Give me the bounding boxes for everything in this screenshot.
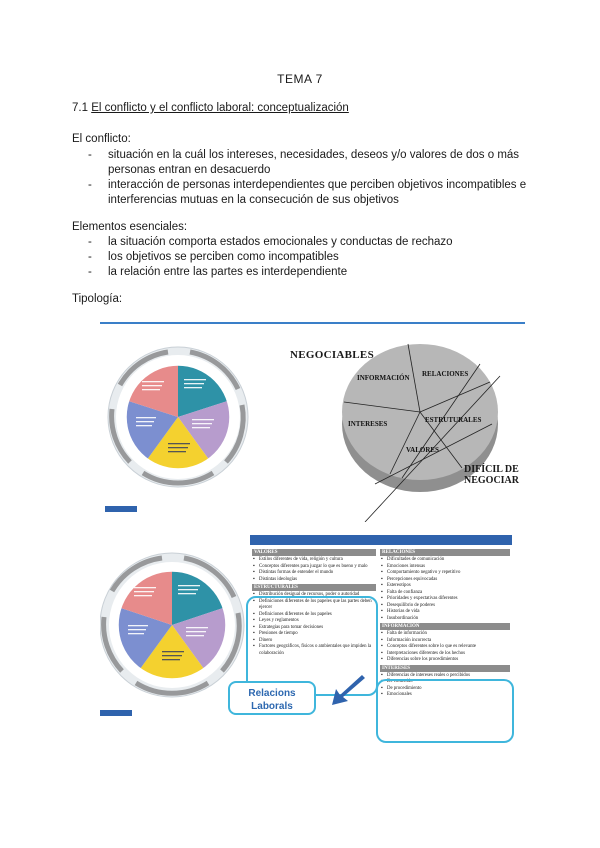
list-item: ▪ Información incorrecta — [380, 638, 510, 645]
list-item: - situación en la cuál los intereses, necesidades, deseos y/o valores de dos o más personas entran en desacuerdo — [88, 148, 528, 178]
list-item: ▪ Falta de información — [380, 631, 510, 638]
table-header-valores: VALORES — [252, 549, 376, 556]
table-header-informacion: INFORMACIÓN — [380, 623, 510, 630]
callout-line1: Relacions — [248, 688, 296, 699]
informacion-list — [380, 630, 510, 664]
valores-list — [252, 556, 376, 583]
conflict-wheel — [108, 347, 248, 487]
list-item: ▪ Estilos diferentes de vida, religión y cultura — [252, 557, 376, 564]
list-item: ▪ Emocionales — [380, 692, 510, 699]
pie-slice-label: INFORMACIÓN — [357, 374, 410, 382]
list-item: ▪ Leyes y reglamentos — [252, 618, 376, 625]
pie-slice-label: RELACIONES — [422, 370, 469, 378]
list-item: - la relación entre las partes es interdependiente — [88, 265, 528, 280]
list-item: ▪ Factores geográficos, físicos o ambientales que impiden la colaboración — [252, 644, 376, 657]
wheel-caption-bar — [100, 710, 132, 716]
figure-labor-conflicts — [100, 533, 512, 743]
list-item: ▪ Emociones intensas — [380, 564, 510, 571]
list-item: ▪ Definiciones diferentes de los papeles — [252, 612, 376, 619]
list-item: ▪ Distintas formas de entender el mundo — [252, 570, 376, 577]
section-title: El conflicto y el conflicto laboral: conceptualización — [91, 102, 349, 114]
list-item: ▪ Prioridades y expectativas diferentes — [380, 596, 510, 603]
pie-slice-label: VALORES — [406, 446, 439, 454]
list-item: - la situación comporta estados emocionales y conductas de rechazo — [88, 235, 528, 250]
list-item: ▪ Desequilibrio de poderes — [380, 603, 510, 610]
section-number: 7.1 — [72, 102, 88, 114]
list-item: ▪ Falta de confianza — [380, 590, 510, 597]
difficult-label-line1: DIFÍCIL DE — [464, 464, 519, 475]
list-item: ▪ De contenido — [380, 679, 510, 686]
pie-slice-label: ESTRUTURALES — [425, 416, 482, 424]
list-item: ▪ Conceptos diferentes para juzgar lo que es bueno y malo — [252, 564, 376, 571]
elements-heading: Elementos esenciales: — [72, 221, 188, 233]
list-item: ▪ Estereotipos — [380, 583, 510, 590]
list-item: ▪ Comportamiento negativo y repetitivo — [380, 570, 510, 577]
page-title: TEMA 7 — [277, 72, 323, 86]
list-item: ▪ Estrategias para tomar decisiones — [252, 625, 376, 632]
conflict-list — [88, 148, 528, 208]
list-item: ▪ Historias de vida — [380, 609, 510, 616]
list-item: ▪ Definiciones diferentes de los papeles que las partes deben ejercer — [252, 599, 376, 612]
table-right-column — [380, 549, 510, 699]
list-item: ▪ Diferencias de intereses reales o percibidos — [380, 673, 510, 680]
pointer-arrow-icon — [328, 671, 368, 711]
wheel-caption-bar — [105, 506, 137, 512]
list-item: ▪ Interpretaciones diferentes de los hechos — [380, 651, 510, 658]
section-heading — [72, 102, 349, 114]
typology-heading: Tipología: — [72, 293, 123, 305]
pie-slice-label: INTERESES — [348, 420, 388, 428]
elements-list — [88, 235, 528, 280]
list-item: ▪ Presiones de tiempo — [252, 631, 376, 638]
list-item: ▪ Percepciones equivocadas — [380, 577, 510, 584]
conflict-heading: El conflicto: — [72, 133, 131, 145]
list-item: ▪ De procedimiento — [380, 686, 510, 693]
list-item: ▪ Distintas ideologías — [252, 577, 376, 584]
difficult-label — [464, 464, 519, 486]
list-item: ▪ Dificultades de comunicación — [380, 557, 510, 564]
negotiability-pie — [342, 344, 500, 522]
relacions-laborals-callout — [228, 681, 316, 715]
table-header-estructurales: ESTRUCTURALES — [252, 584, 376, 591]
list-item: ▪ Dinero — [252, 638, 376, 645]
negotiable-label: NEGOCIABLES — [290, 349, 374, 361]
difficult-label-line2: NEGOCIAR — [464, 475, 520, 486]
list-item: ▪ Diferencias sobre los procedimientos — [380, 657, 510, 664]
list-item: - interacción de personas interdependientes que perciben objetivos incompatibles e interferencias mutuas en la consecución de sus objetivos — [88, 178, 528, 208]
list-item: ▪ Distribución desigual de recursos, poder o autoridad — [252, 592, 376, 599]
list-item: ▪ Insubordinación — [380, 616, 510, 623]
callout-line2: Laborals — [251, 701, 293, 712]
relaciones-list — [380, 556, 510, 622]
figure2-header-bar — [250, 535, 512, 545]
highlight-intereses — [376, 679, 514, 743]
table-header-relaciones: RELACIONES — [380, 549, 510, 556]
list-item: ▪ Conceptos diferentes sobre lo que es relevante — [380, 644, 510, 651]
list-item: - los objetivos se perciben como incompatibles — [88, 250, 528, 265]
figure-typology — [100, 322, 525, 522]
table-header-intereses: INTERESES — [380, 665, 510, 672]
